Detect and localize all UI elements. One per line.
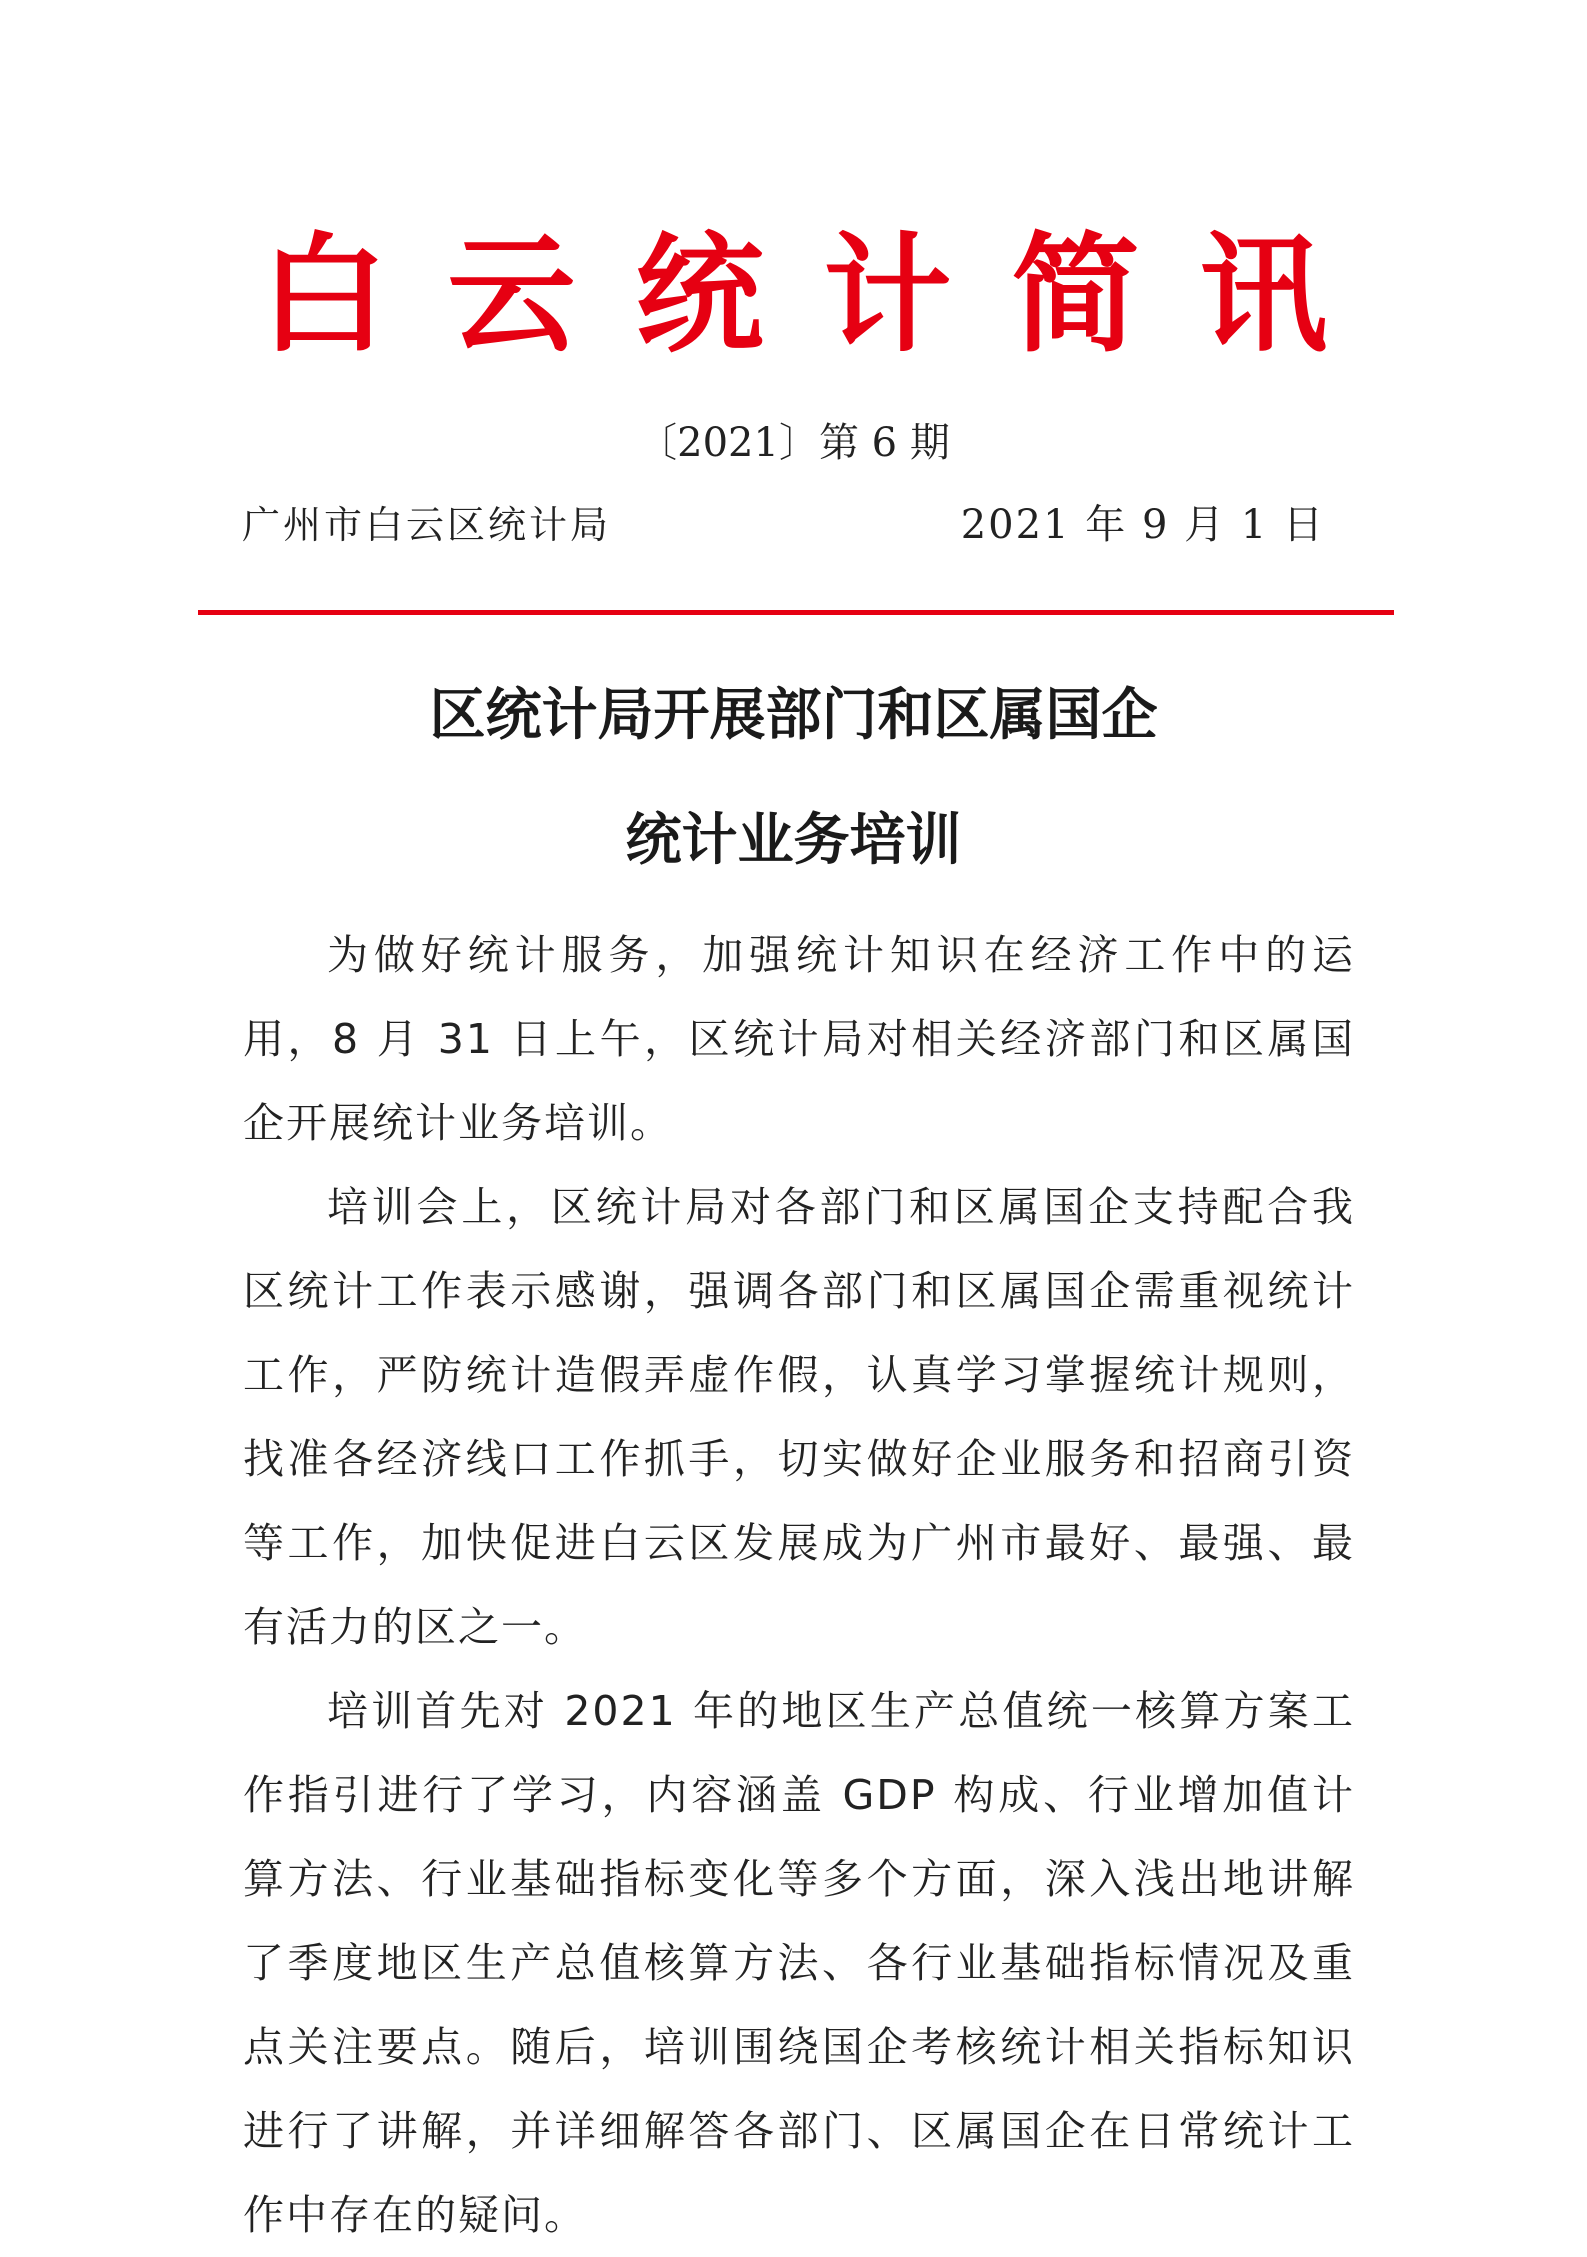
issue-number: 〔2021〕第 6 期 xyxy=(637,420,950,466)
issue-date: 2021 年 9 月 1 日 xyxy=(960,502,1325,548)
masthead-title: 白云统计简讯 xyxy=(259,220,1388,370)
article-body xyxy=(243,913,1355,2257)
issuing-organization: 广州市白云区统计局 xyxy=(242,503,612,547)
paragraph: 培训会上，区统计局对各部门和区属国企支持配合我区统计工作表示感谢，强调各部门和区属国企需重视统计工作，严防统计造假弄虚作假，认真学习掌握统计规则，找准各经济线口工作抓手，切实做好企业服务和招商引资等工作，加快促进白云区发展成为广州市最好、最强、最有活力的区之一。 xyxy=(243,1183,1355,1651)
article-title-line-1: 区统计局开展部门和区属国企 xyxy=(429,682,1158,748)
article-title-line-2: 统计业务培训 xyxy=(625,807,962,873)
red-divider-rule xyxy=(198,610,1394,615)
paragraph: 为做好统计服务，加强统计知识在经济工作中的运用，8 月 31 日上午，区统计局对相关经济部门和区属国企开展统计业务培训。 xyxy=(243,931,1355,1147)
paragraph: 培训首先对 2021 年的地区生产总值统一核算方案工作指引进行了学习，内容涵盖 GDP 构成、行业增加值计算方法、行业基础指标变化等多个方面，深入浅出地讲解了季度地区生产总值核算方法、各行业基础指标情况及重点关注要点。随后，培训围绕国企考核统计相关指标知识进行了讲解，并详细解答各部门、区属国企在日常统计工作中存在的疑问。 xyxy=(243,1687,1355,2239)
